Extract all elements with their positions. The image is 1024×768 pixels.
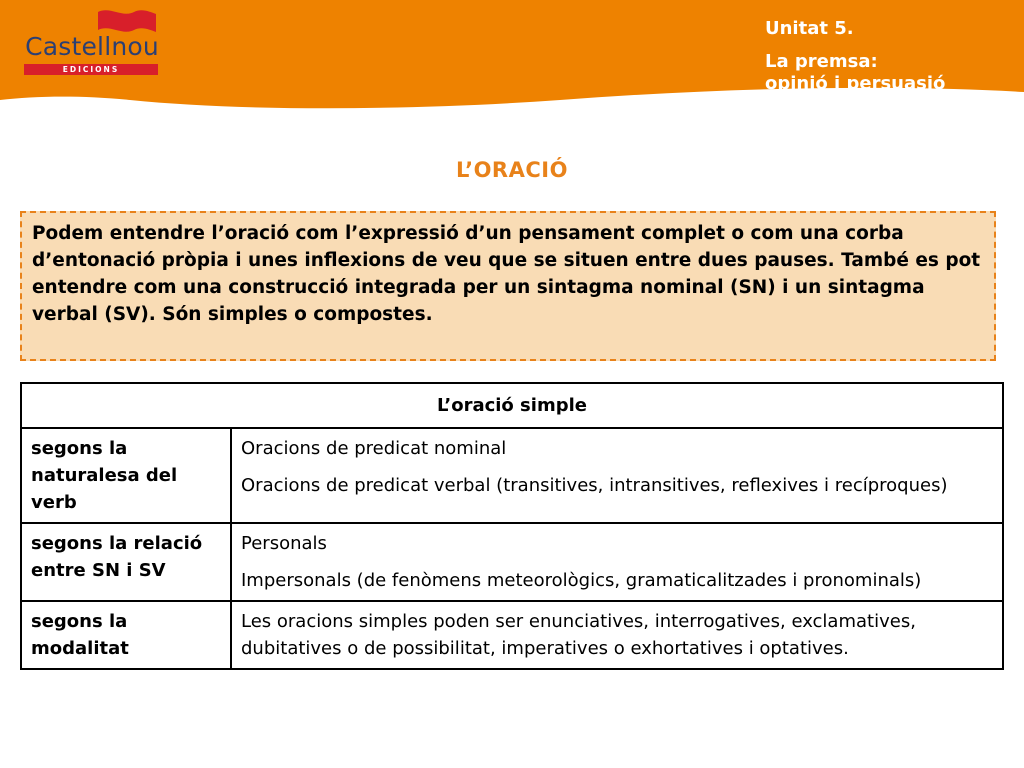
logo-subtitle: EDICIONS	[24, 64, 158, 75]
list-item: Les oracions simples poden ser enunciatives, interrogatives, exclamatives, dubitatives o de possibilitat, imperatives o exhortatives i optatives.	[241, 611, 916, 659]
description-cell	[231, 523, 1003, 601]
list-item: Oracions de predicat verbal (transitives, intransitives, reflexives i recíproques)	[241, 475, 948, 496]
unit-title: Unitat 5.	[765, 18, 854, 39]
criterion-cell: segons la modalitat	[21, 601, 231, 669]
table-row	[21, 428, 1003, 523]
list-item: Personals	[241, 533, 327, 554]
table-header-row	[21, 383, 1003, 428]
page-title: L’ORACIÓ	[456, 158, 568, 182]
logo-name: Castellnou	[25, 32, 159, 61]
table-row	[21, 601, 1003, 669]
unit-subtitle-line-2: opinió i persuasió	[765, 73, 946, 94]
criterion-cell: segons la naturalesa del verb	[21, 428, 231, 523]
castellnou-logo	[22, 8, 162, 78]
list-item: Oracions de predicat nominal	[241, 438, 507, 459]
description-cell	[231, 601, 1003, 669]
oracio-simple-table	[20, 382, 1004, 670]
unit-subtitle-line-1: La premsa:	[765, 51, 878, 72]
list-item: Impersonals (de fenòmens meteorològics, gramaticalitzades i pronominals)	[241, 570, 922, 591]
table-row	[21, 523, 1003, 601]
criterion-cell: segons la relació entre SN i SV	[21, 523, 231, 601]
definition-box: Podem entendre l’oració com l’expressió d’un pensament complet o com una corba d’entonació pròpia i unes inflexions de veu que se situen entre dues pauses. També es pot entendre com una construcció integrada per un sintagma nominal (SN) i un sintagma verbal (SV). Són simples o compostes.	[20, 211, 996, 361]
unit-heading	[765, 18, 945, 95]
table-heading: L’oració simple	[21, 383, 1003, 428]
flag-icon	[96, 8, 158, 34]
description-cell	[231, 428, 1003, 523]
